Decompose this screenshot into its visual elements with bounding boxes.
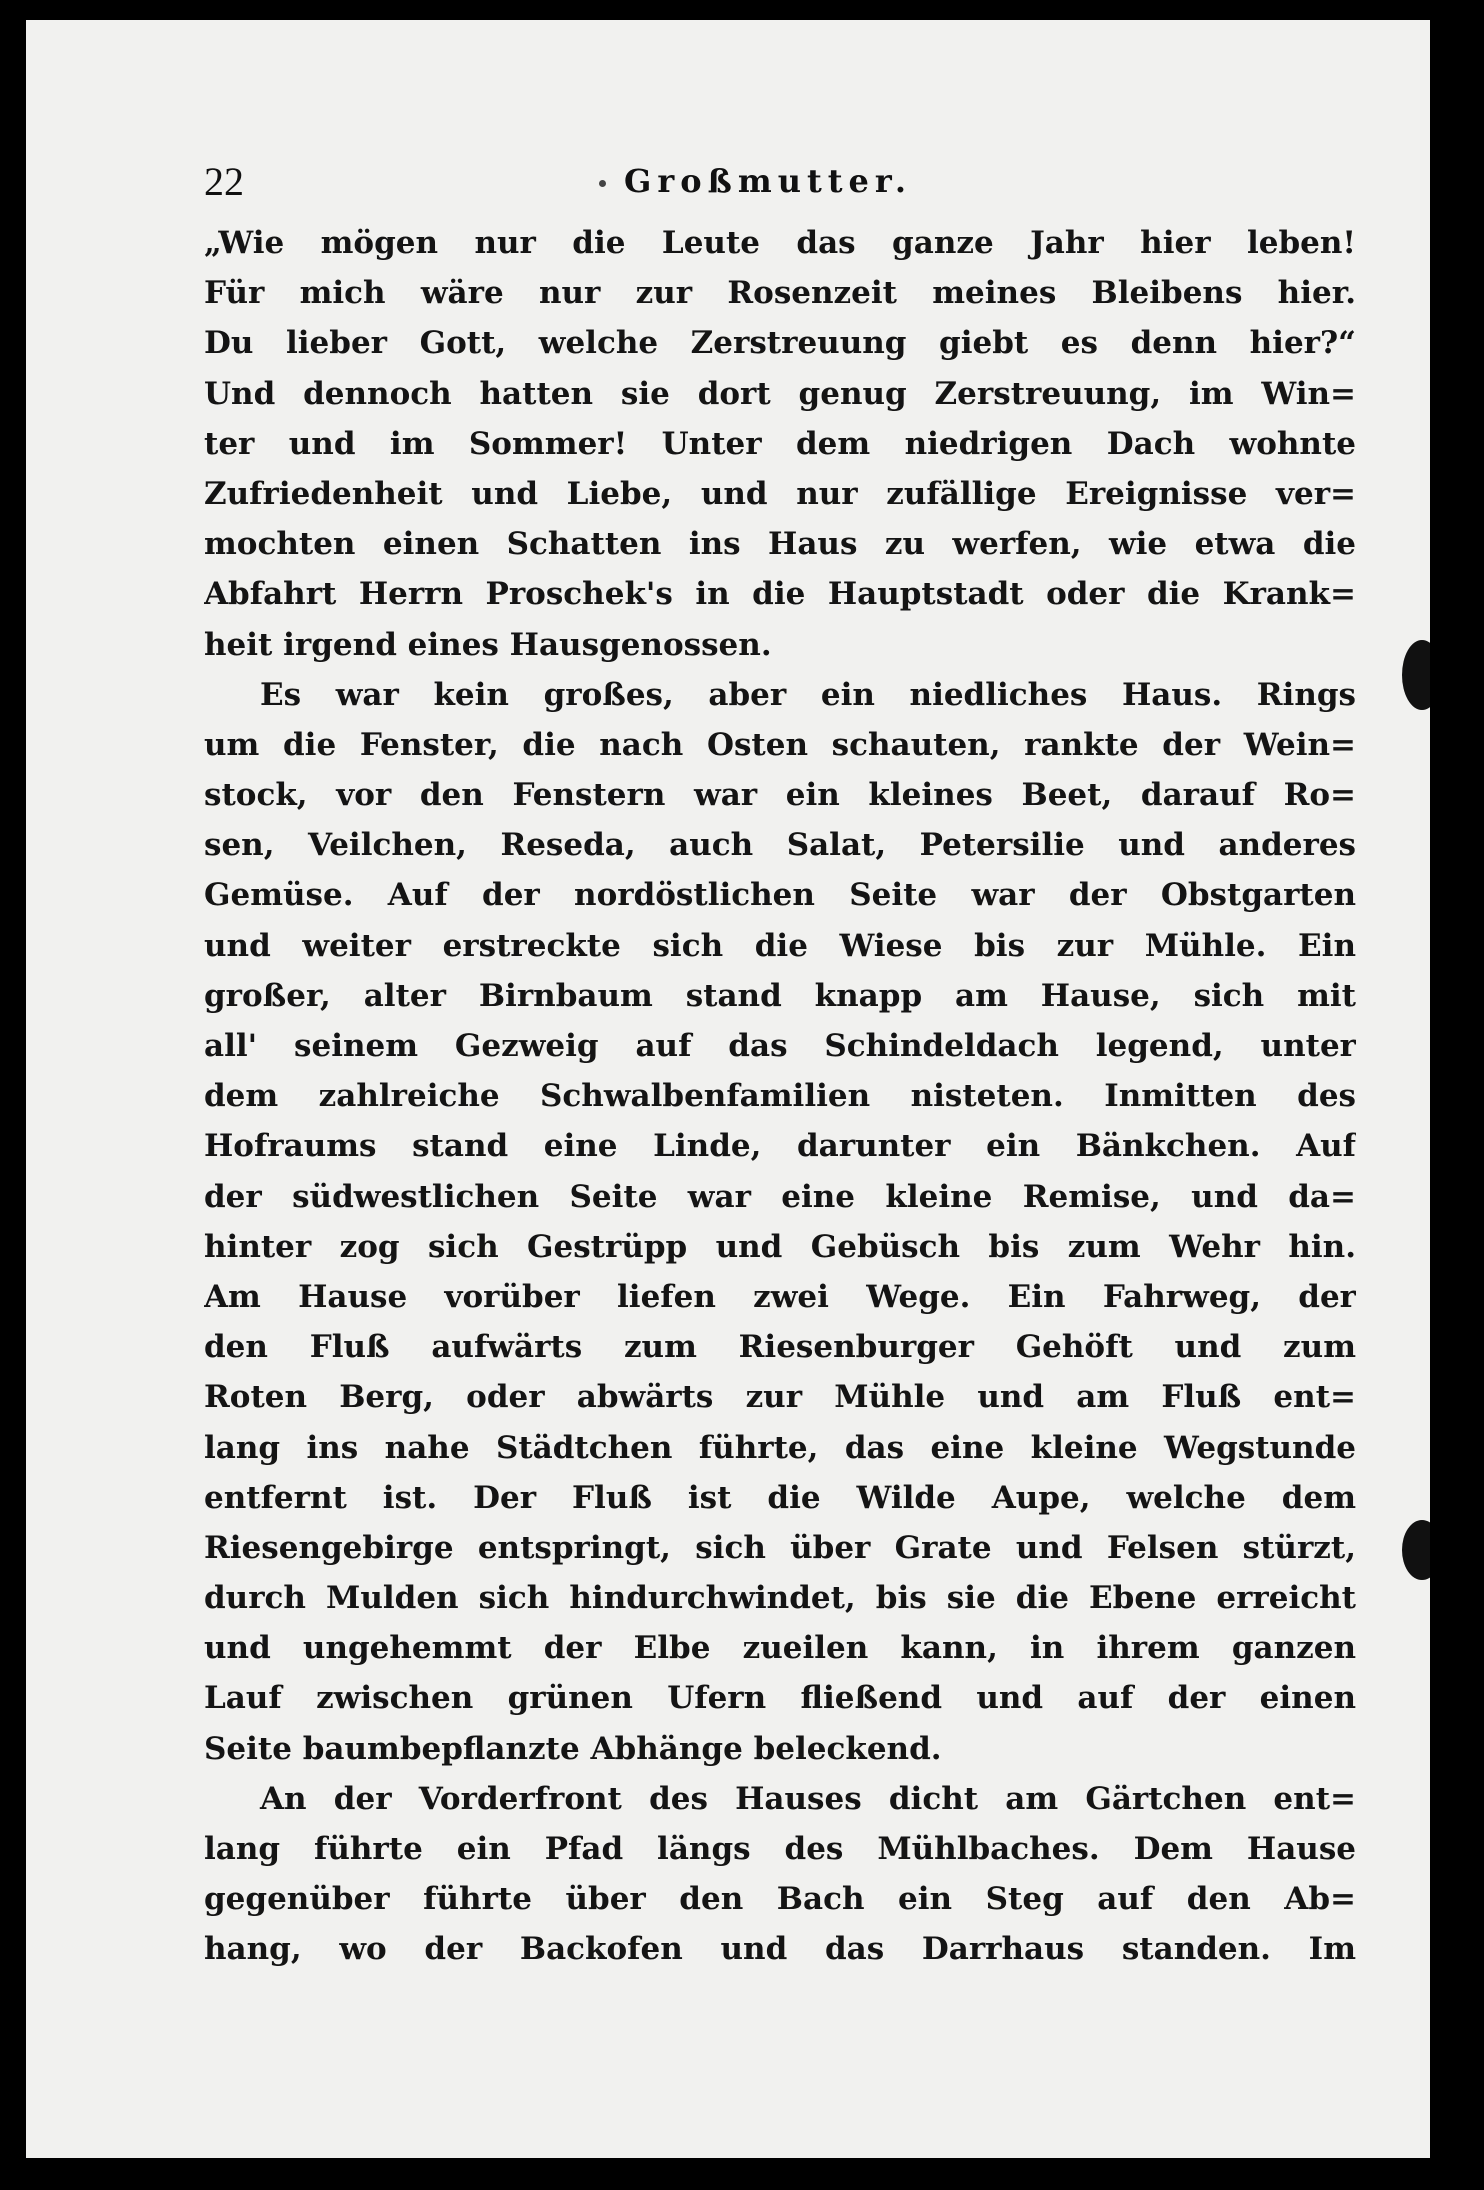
binding-mark bbox=[1402, 640, 1430, 710]
text-line: um die Fenster, die nach Osten schauten, rankte der Wein= bbox=[204, 726, 1356, 763]
text-line: Lauf zwischen grünen Ufern fließend und auf der einen bbox=[204, 1680, 1356, 1717]
page-header bbox=[204, 158, 1356, 208]
text-line: Abfahrt Herrn Proschek's in die Hauptstadt oder die Krank= bbox=[204, 576, 1356, 613]
text-line: Du lieber Gott, welche Zerstreuung giebt es denn hier?“ bbox=[204, 325, 1356, 362]
text-line: lang führte ein Pfad längs des Mühlbaches. Dem Hause bbox=[204, 1831, 1356, 1867]
text-line: Und dennoch hatten sie dort genug Zerstreuung, im Win= bbox=[204, 375, 1356, 412]
header-dot bbox=[599, 180, 606, 187]
text-line: Für mich wäre nur zur Rosenzeit meines Bleibens hier. bbox=[204, 275, 1356, 312]
text-line: gegenüber führte über den Bach ein Steg auf den Ab= bbox=[204, 1881, 1356, 1918]
text-line: Seite baumbepflanzte Abhänge beleckend. bbox=[204, 1730, 942, 1767]
text-line: durch Mulden sich hindurchwindet, bis sie die Ebene erreicht bbox=[204, 1580, 1356, 1617]
text-line: und ungehemmt der Elbe zueilen kann, in ihrem ganzen bbox=[204, 1630, 1356, 1667]
text-line: lang ins nahe Städtchen führte, das eine kleine Wegstunde bbox=[204, 1429, 1356, 1466]
page-number: 22 bbox=[204, 159, 244, 204]
text-line: An der Vorderfront des Hauses dicht am Gärtchen ent= bbox=[260, 1780, 1356, 1817]
book-page bbox=[26, 20, 1430, 2160]
text-line: Hofraums stand eine Linde, darunter ein Bänkchen. Auf bbox=[204, 1128, 1356, 1165]
text-line: und weiter erstreckte sich die Wiese bis zur Mühle. Ein bbox=[204, 927, 1356, 964]
text-line: Es war kein großes, aber ein niedliches Haus. Rings bbox=[260, 676, 1356, 713]
text-line: der südwestlichen Seite war eine kleine Remise, und da= bbox=[204, 1178, 1356, 1215]
text-line: Riesengebirge entspringt, sich über Grate und Felsen stürzt, bbox=[204, 1529, 1356, 1566]
text-line: den Fluß aufwärts zum Riesenburger Gehöft und zum bbox=[204, 1329, 1356, 1366]
text-line: dem zahlreiche Schwalbenfamilien nisteten. Inmitten des bbox=[204, 1078, 1356, 1115]
text-line: sen, Veilchen, Reseda, auch Salat, Petersilie und anderes bbox=[204, 827, 1356, 864]
text-line: heit irgend eines Hausgenossen. bbox=[204, 626, 772, 663]
scan-border-right bbox=[1430, 0, 1484, 2190]
text-line: Zufriedenheit und Liebe, und nur zufällige Ereignisse ver= bbox=[204, 475, 1356, 512]
scan-border-bottom bbox=[0, 2158, 1484, 2190]
text-line: entfernt ist. Der Fluß ist die Wilde Aupe, welche dem bbox=[204, 1479, 1356, 1516]
text-line: Am Hause vorüber liefen zwei Wege. Ein Fahrweg, der bbox=[204, 1278, 1356, 1315]
text-line: mochten einen Schatten ins Haus zu werfen, wie etwa die bbox=[204, 526, 1356, 563]
body-text bbox=[204, 218, 1356, 1975]
text-line: Roten Berg, oder abwärts zur Mühle und am Fluß ent= bbox=[204, 1379, 1356, 1416]
text-line: hang, wo der Backofen und das Darrhaus standen. Im bbox=[204, 1931, 1356, 1968]
text-line: hinter zog sich Gestrüpp und Gebüsch bis zum Wehr hin. bbox=[204, 1228, 1356, 1265]
text-line: „Wie mögen nur die Leute das ganze Jahr hier leben! bbox=[204, 225, 1356, 261]
text-line: all' seinem Gezweig auf das Schindeldach legend, unter bbox=[204, 1028, 1356, 1064]
text-line: großer, alter Birnbaum stand knapp am Hause, sich mit bbox=[204, 977, 1356, 1014]
text-line: stock, vor den Fenstern war ein kleines Beet, darauf Ro= bbox=[204, 777, 1356, 814]
running-title: Großmutter. bbox=[624, 162, 912, 200]
binding-mark bbox=[1402, 1520, 1430, 1580]
text-line: Gemüse. Auf der nordöstlichen Seite war der Obstgarten bbox=[204, 877, 1356, 914]
text-line: ter und im Sommer! Unter dem niedrigen Dach wohnte bbox=[204, 425, 1356, 462]
